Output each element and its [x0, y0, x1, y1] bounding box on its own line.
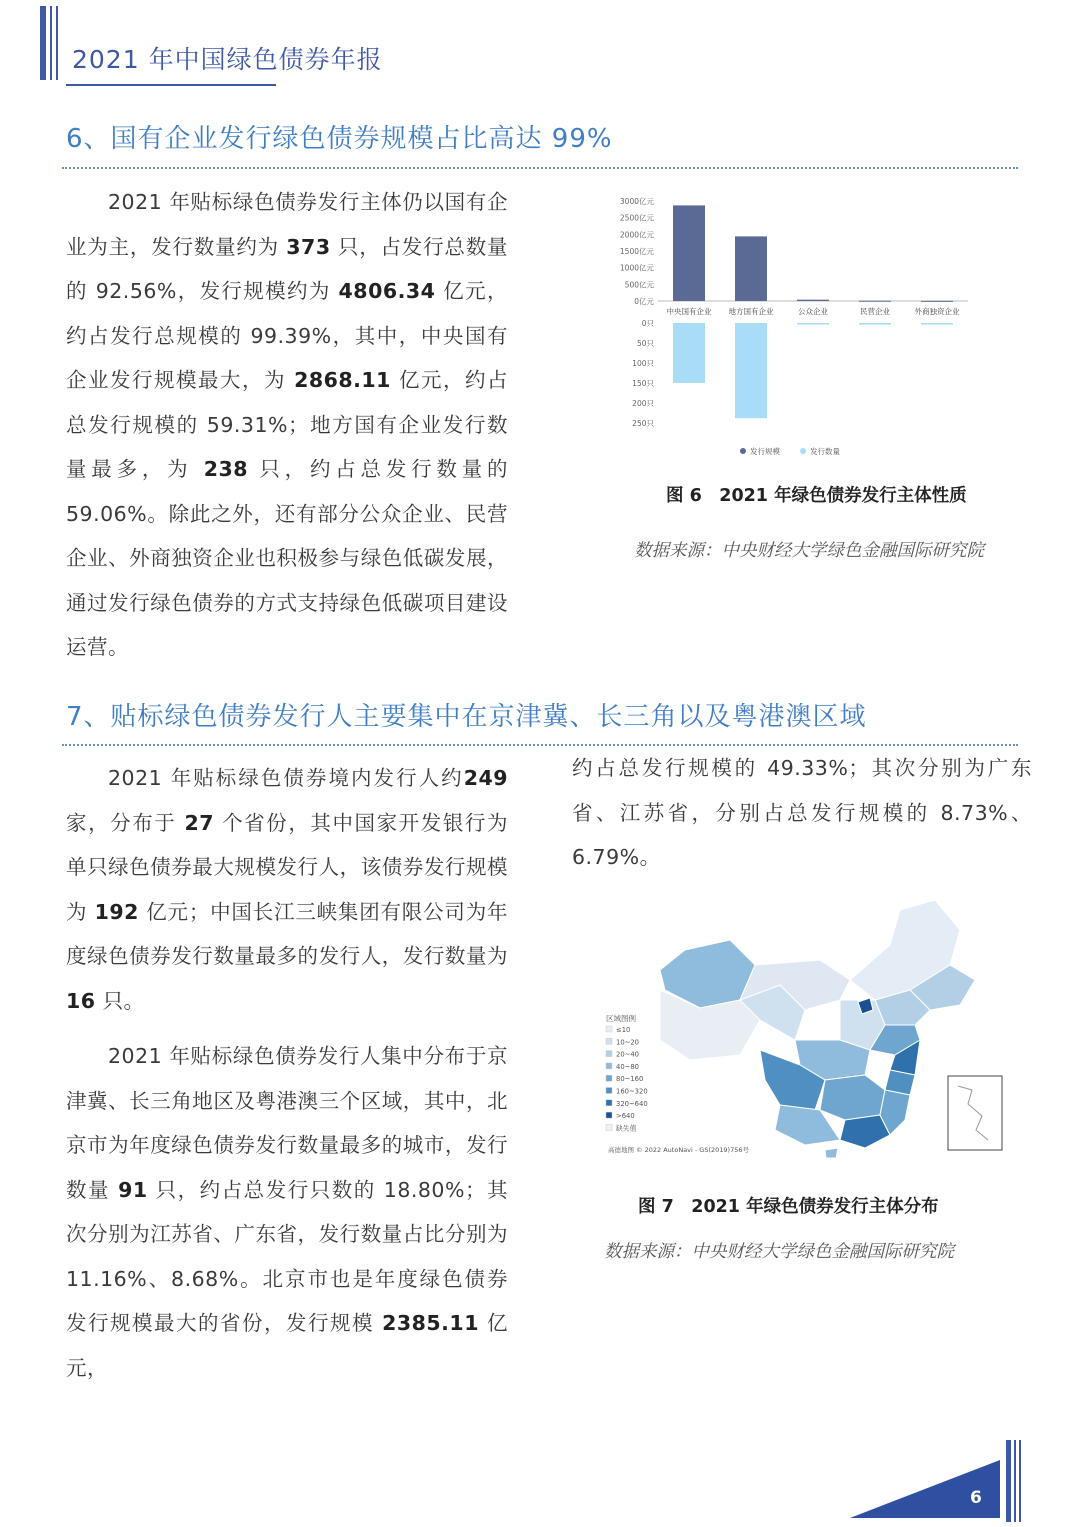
figure-6-caption: 图 6 2021 年绿色债券发行主体性质: [666, 486, 967, 506]
bar-issuance-count: [859, 323, 891, 325]
map-legend-swatch: [606, 1026, 612, 1032]
y-tick-upper: 0亿元: [634, 297, 654, 306]
y-tick-lower: 50只: [636, 339, 654, 348]
x-category-label: 中央国有企业: [666, 307, 712, 316]
y-tick-upper: 2000亿元: [619, 230, 654, 240]
x-category-label: 公众企业: [798, 307, 828, 316]
map-legend-swatch: [606, 1124, 612, 1130]
map-legend-swatch: [606, 1075, 612, 1081]
china-issuer-distribution-map: [590, 890, 1020, 1160]
bar-issuance-scale: [859, 301, 891, 302]
legend-marker-count: [800, 448, 806, 454]
y-tick-lower: 200只: [632, 399, 654, 408]
bar-issuance-scale: [921, 301, 953, 302]
map-legend-swatch: [606, 1100, 612, 1106]
section-6-title: 6、国有企业发行绿色债券规模占比高达 99%: [66, 124, 613, 154]
bar-issuance-scale: [797, 300, 829, 301]
map-legend-label: 缺失值: [616, 1124, 637, 1133]
map-legend-label: 10~20: [616, 1038, 639, 1047]
figure-7-source: 数据来源：中央财经大学绿色金融国际研究院: [604, 1242, 954, 1262]
y-tick-upper: 1000亿元: [619, 263, 654, 273]
map-legend-label: 80~160: [616, 1075, 644, 1084]
map-legend-label: 40~80: [616, 1062, 639, 1071]
map-attribution: 高德地图 © 2022 AutoNavi - GS(2019)756号: [608, 1146, 749, 1154]
x-category-label: 地方国有企业: [728, 307, 774, 316]
map-legend-label: 20~40: [616, 1050, 639, 1059]
section-6-divider: [62, 167, 1018, 169]
y-tick-lower: 250只: [632, 419, 654, 428]
bar-issuance-scale: [735, 236, 767, 301]
map-legend-label: ≤10: [616, 1026, 631, 1034]
y-tick-upper: 500亿元: [624, 280, 654, 290]
map-legend: [602, 1010, 656, 1150]
issuer-type-bar-chart: [600, 188, 980, 473]
section-7-title: 7、贴标绿色债券发行人主要集中在京津冀、长三角以及粤港澳区域: [66, 702, 867, 732]
map-legend-label: >640: [616, 1112, 635, 1121]
y-tick-lower: 100只: [632, 359, 654, 368]
map-legend-swatch: [606, 1038, 612, 1044]
map-legend-swatch: [606, 1088, 612, 1094]
header-underline: [66, 84, 276, 86]
bar-issuance-count: [735, 323, 767, 418]
y-tick-lower: 0只: [641, 319, 654, 328]
figure-7-caption: 图 7 2021 年绿色债券发行主体分布: [638, 1197, 939, 1217]
legend-label-count: 发行数量: [810, 447, 840, 456]
section-7-paragraph-1: 2021 年贴标绿色债券境内发行人约249家，分布于 27 个省份，其中国家开发银行为单只绿色债券最大规模发行人，该债券发行规模为 192 亿元；中国长江三峡集团有限公司为年度绿色债券发行数量最多的发行人，发行数量为 16 只。: [66, 766, 508, 1013]
map-legend-swatch: [606, 1112, 612, 1118]
map-inset: [948, 1076, 1002, 1150]
map-legend-swatch: [606, 1063, 612, 1069]
china-map-provinces: [660, 900, 975, 1158]
report-title: 2021 年中国绿色债券年报: [72, 45, 383, 74]
legend-marker-scale: [740, 448, 746, 454]
bar-issuance-count: [797, 323, 829, 325]
map-legend-label: 320~640: [616, 1099, 648, 1108]
y-tick-upper: 2500亿元: [619, 213, 654, 223]
section-7-paragraph-continued: 约占总发行规模的 49.33%；其次分别为广东省、江苏省，分别占总发行规模的 8.73%、6.79%。: [572, 756, 1032, 869]
map-legend-label: 160~320: [616, 1087, 648, 1096]
legend-label-scale: 发行规模: [750, 447, 780, 456]
map-legend-title: 区域图例: [606, 1014, 636, 1023]
x-category-label: 民营企业: [860, 307, 890, 316]
y-tick-lower: 150只: [632, 379, 654, 388]
map-legend-swatch: [606, 1051, 612, 1057]
bar-issuance-count: [921, 323, 953, 325]
bar-issuance-scale: [673, 205, 705, 301]
figure-6-source: 数据来源：中央财经大学绿色金融国际研究院: [634, 541, 984, 561]
x-category-label: 外商独资企业: [914, 307, 960, 316]
section-6-paragraph: 2021 年贴标绿色债券发行主体仍以国有企业为主，发行数量约为 373 只，占发行总数量的 92.56%，发行规模约为 4806.34 亿元，约占发行总规模的 99.39%，其中，中央国有企业发行规模最大，为 2868.11 亿元，约占总发行规模的 59.31%；地方国有企业发行数量最多，为 238 只，约占总发行数量的 59.06%。除此之外，还有部分公众企业、民营企业、外商独资企业也积极参与绿色低碳发展，通过发行绿色债券的方式支持绿色低碳项目建设运营。: [66, 190, 508, 659]
footer-decoration: [850, 1440, 1030, 1522]
bar-issuance-count: [673, 323, 705, 383]
page-number: 6: [970, 1488, 982, 1508]
y-tick-upper: 1500亿元: [619, 247, 654, 256]
section-7-paragraph-2: 2021 年贴标绿色债券发行人集中分布于京津冀、长三角地区及粤港澳三个区域，其中，北京市为年度绿色债券发行数量最多的城市，发行数量 91 只，约占总发行只数的 18.80%；其次分别为江苏省、广东省，发行数量占比分别为 11.16%、8.68%。北京市也是年度绿色债券发行规模最大的省份，发行规模 2385.11 亿元，: [66, 1044, 508, 1380]
y-tick-upper: 3000亿元: [619, 197, 654, 206]
